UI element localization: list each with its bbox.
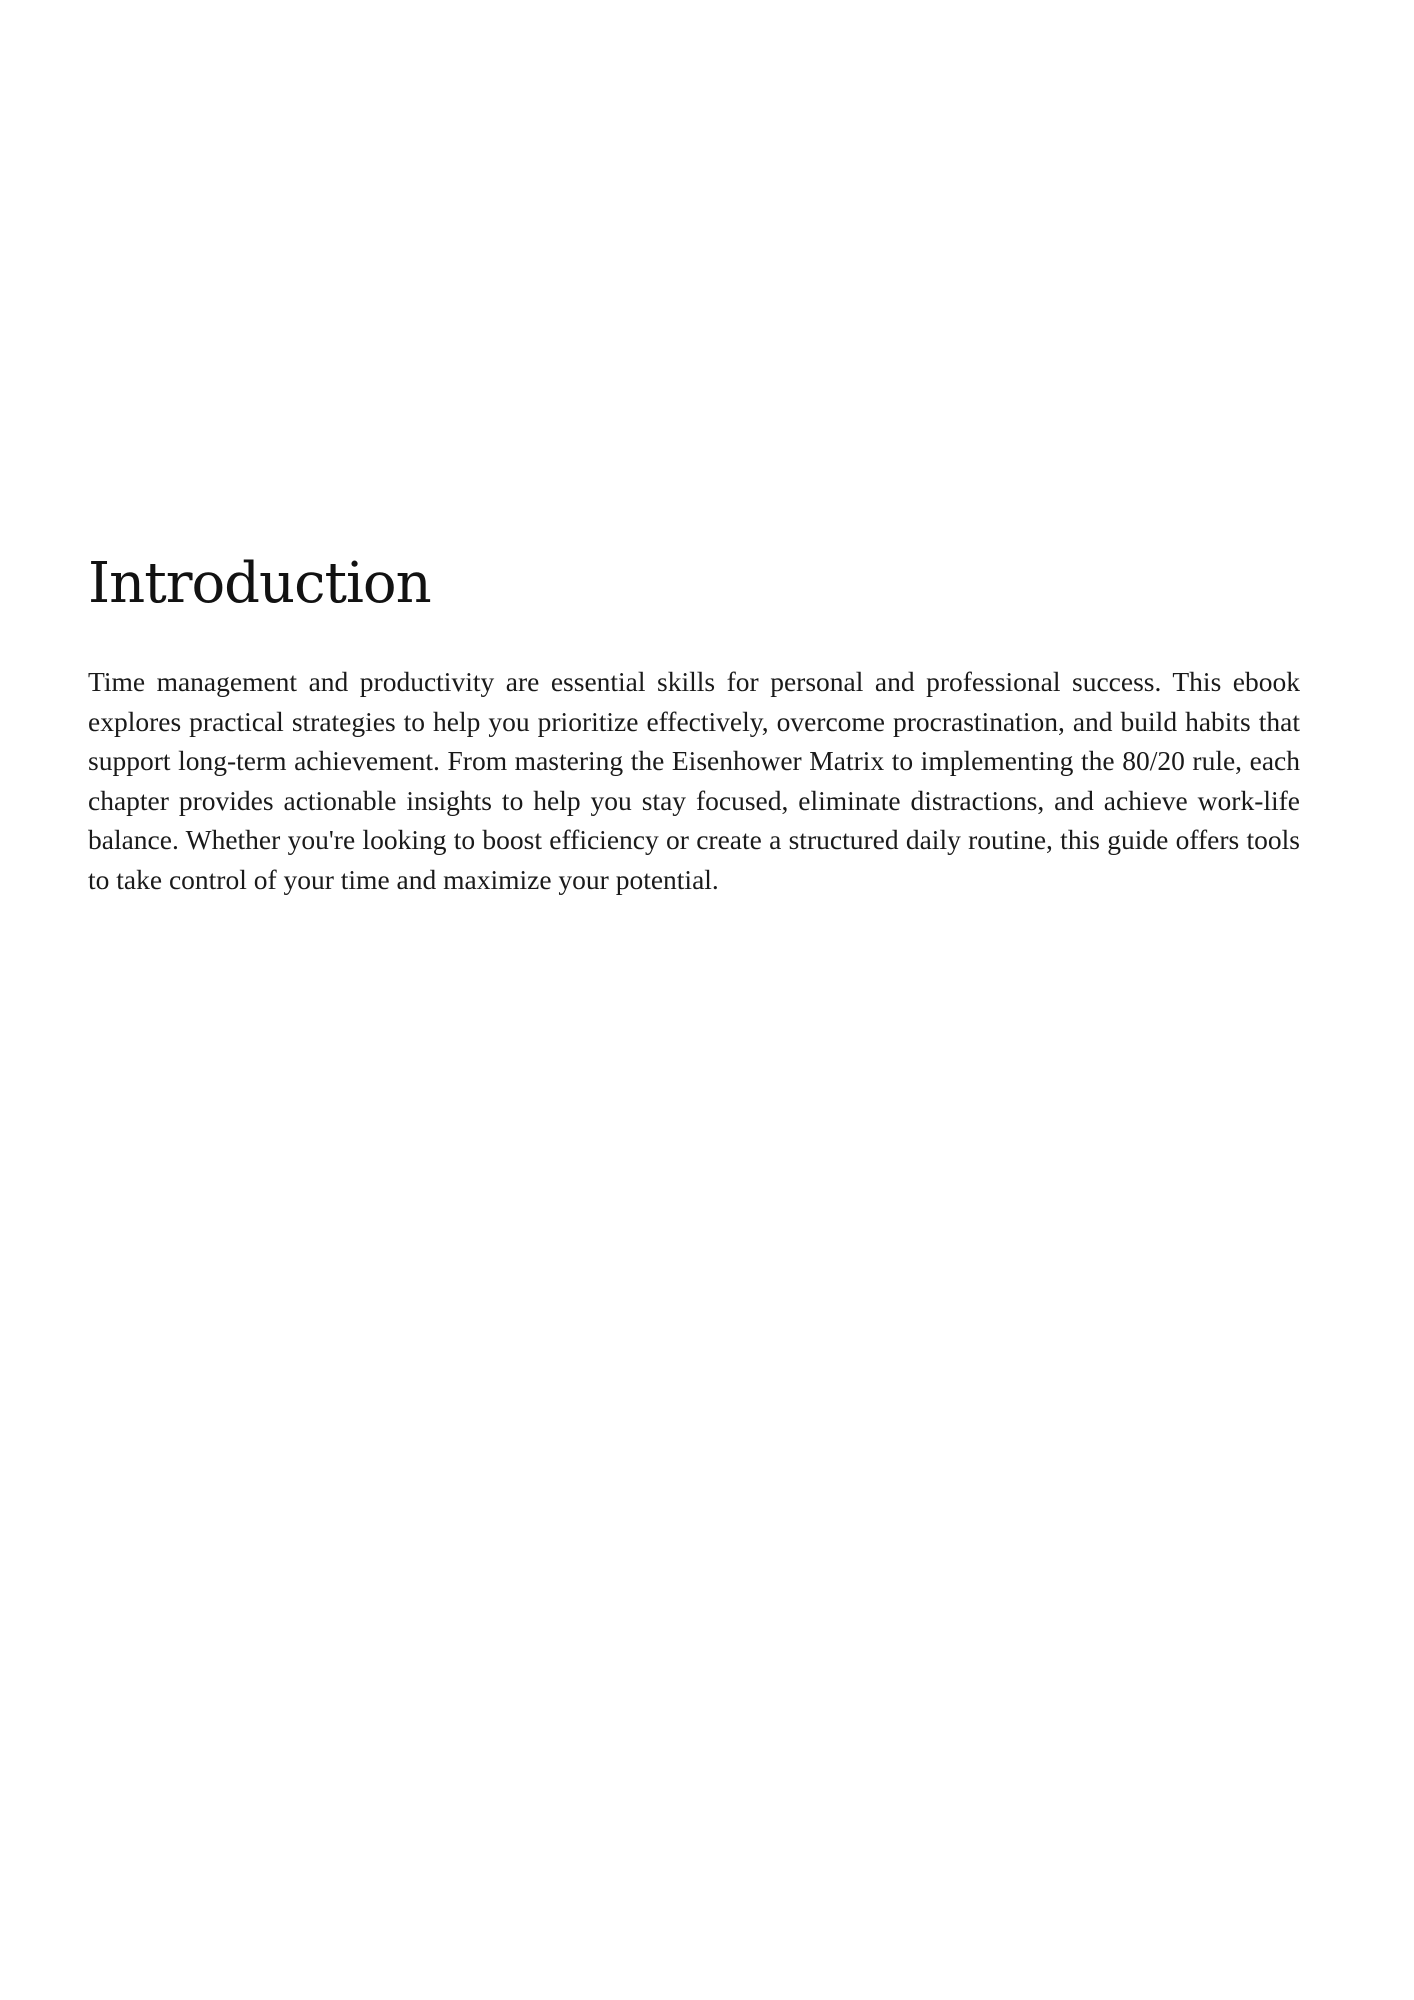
- intro-paragraph: Time management and productivity are essential skills for personal and professional success. This ebook explores practical strategies to help you prioritize effectively, overcome procrastination, and build habits that support long-term achievement. From mastering the Eisenhower Matrix to implementing the 80/20 rule, each chapter provides actionable insights to help you stay focused, eliminate distractions, and achieve work-life balance. Whether you're looking to boost efficiency or create a structured daily routine, this guide offers tools to take control of your time and maximize your potential.: [88, 666, 1300, 895]
- page-content: [88, 548, 1300, 900]
- page-heading: Introduction: [88, 551, 431, 616]
